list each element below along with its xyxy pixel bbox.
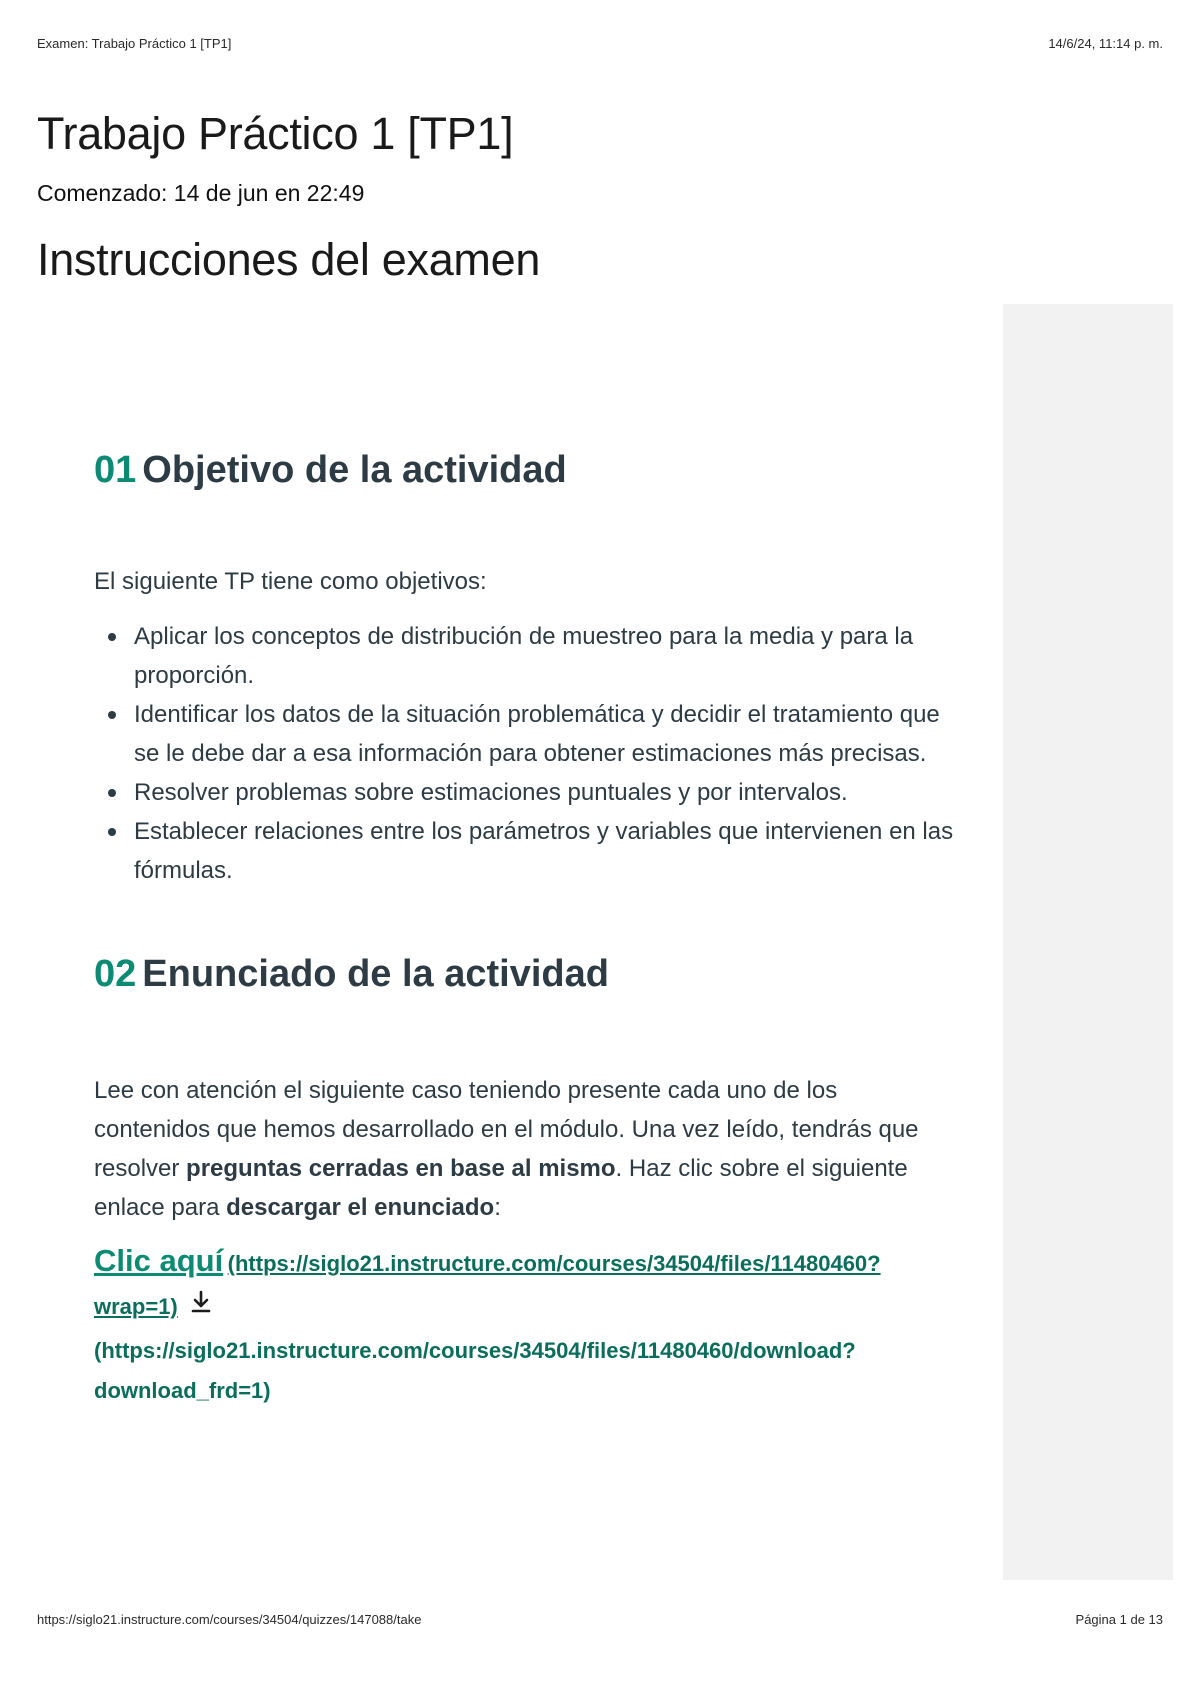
section-title-text: Enunciado de la actividad <box>142 952 609 995</box>
section-number: 02 <box>94 952 137 995</box>
section-statement-title <box>94 952 954 998</box>
statement-bold: descargar el enunciado <box>226 1194 495 1222</box>
section-number: 01 <box>94 449 137 491</box>
download-link-block <box>94 1241 954 1411</box>
side-panel <box>1003 304 1173 1580</box>
list-item: Identificar los datos de la situación problemática y decidir el tratamiento que se le debe dar a esa información para obtener estimaciones más precisas. <box>94 695 954 773</box>
file-preview-url-link[interactable]: (https://siglo21.instructure.com/courses/34504/files/11480460?wrap=1) <box>94 1251 881 1320</box>
instructions-content <box>94 448 954 1411</box>
clic-aqui-link[interactable]: Clic aquí <box>94 1243 224 1279</box>
instructions-heading: Instrucciones del examen <box>37 234 541 285</box>
statement-bold: preguntas cerradas en base al mismo <box>186 1155 616 1183</box>
statement-paragraph <box>94 1071 954 1227</box>
print-footer-url: https://siglo21.instructure.com/courses/34504/quizzes/147088/take <box>37 1612 422 1627</box>
quiz-title: Trabajo Práctico 1 [TP1] <box>37 108 514 159</box>
list-item: Establecer relaciones entre los parámetros y variables que intervienen en las fórmulas. <box>94 812 954 890</box>
section-title-text: Objetivo de la actividad <box>142 449 567 491</box>
print-footer-page-number: Página 1 de 13 <box>1075 1612 1163 1627</box>
list-item: Aplicar los conceptos de distribución de muestreo para la media y para la proporción. <box>94 617 954 695</box>
print-header-datetime: 14/6/24, 11:14 p. m. <box>1048 36 1163 51</box>
quiz-started-timestamp: Comenzado: 14 de jun en 22:49 <box>37 180 365 206</box>
objectives-intro: El siguiente TP tiene como objetivos: <box>94 567 487 595</box>
objectives-list <box>94 617 954 890</box>
download-icon[interactable] <box>188 1289 214 1331</box>
file-download-url-link[interactable]: (https://siglo21.instructure.com/courses/34504/files/11480460/download?download_frd=1) <box>94 1337 856 1403</box>
print-header <box>37 36 1163 51</box>
statement-text: . Haz clic sobre el siguiente enlace para <box>94 1155 908 1222</box>
section-objective-title <box>94 448 954 494</box>
statement-text: : <box>494 1194 501 1222</box>
print-header-title: Examen: Trabajo Práctico 1 [TP1] <box>37 36 232 51</box>
print-footer <box>37 1612 1163 1627</box>
list-item: Resolver problemas sobre estimaciones puntuales y por intervalos. <box>94 773 954 812</box>
statement-text: Lee con atención el siguiente caso teniendo presente cada uno de los contenidos que hemos desarrollado en el módulo. Una vez leído, tendrás que resolver <box>94 1077 919 1183</box>
